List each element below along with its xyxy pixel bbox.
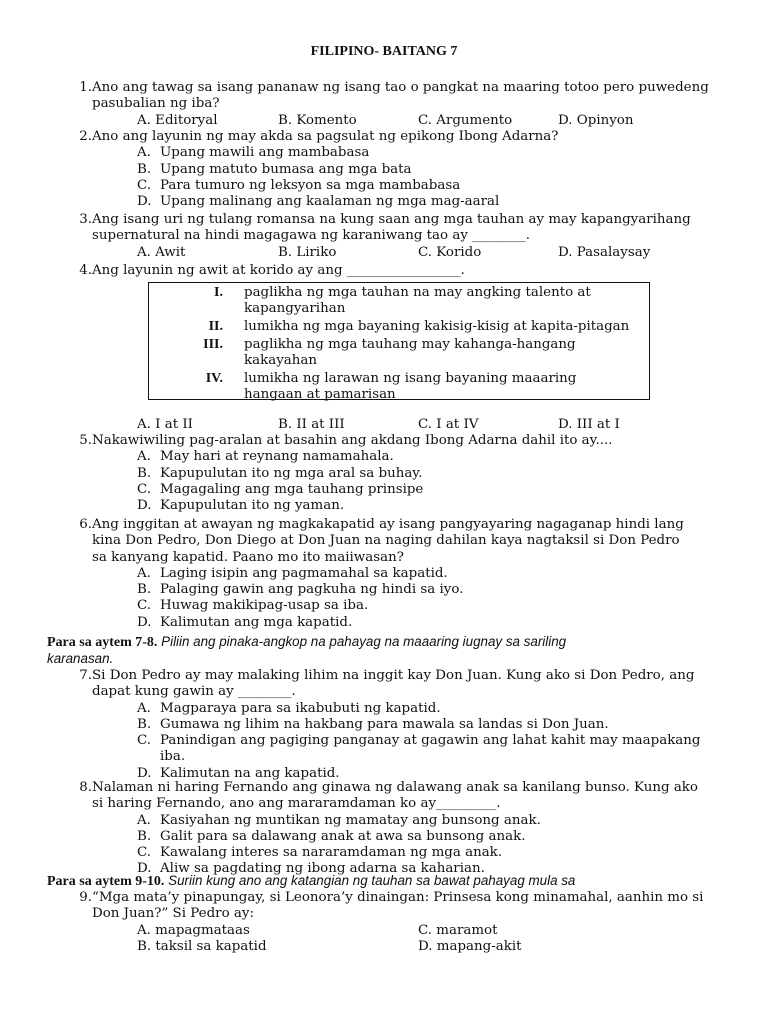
option-b: B. taksil sa kapatid xyxy=(137,938,267,954)
option-text: Upang malinang ang kaalaman ng mga mag-aaral xyxy=(160,194,500,210)
options-list xyxy=(137,813,732,878)
option-text: Huwag makikipag-usap sa iba. xyxy=(160,598,369,614)
options-list xyxy=(137,701,732,782)
option-letter: B. xyxy=(137,582,152,598)
options-list xyxy=(137,145,732,210)
option-c: C. maramot xyxy=(418,922,498,938)
box-item-text: paglikha ng mga tauhan na may angking talento at kapangyarihan xyxy=(244,285,591,317)
question-2 xyxy=(72,129,732,210)
option-letter: C. xyxy=(137,598,152,614)
option-text: Gumawa ng lihim na hakbang para mawala sa landas si Don Juan. xyxy=(160,716,609,732)
option-text: Magparaya para sa ikabubuti ng kapatid. xyxy=(160,700,441,716)
option-letter: C. xyxy=(137,845,152,861)
choices-box xyxy=(148,282,650,403)
question-text: Ang inggitan at awayan ng magkakapatid ay isang pangyayaring nagaganap hindi lang kina Don Pedro, Don Diego at Don Juan na naging dahilan kaya nagtaksil si Don Pedro sa kanyang kapatid. Paano mo ito maiiwasan? xyxy=(92,517,684,565)
option-letter: A. xyxy=(137,449,151,465)
question-5 xyxy=(72,433,732,514)
question-text: “Mga mata’y pinapungay, si Leonora’y dinaingan: Prinsesa kong minamahal, aanhin mo si Don Juan?” Si Pedro ay: xyxy=(92,890,704,922)
instruction-text: Piliin ang pinaka-angkop na pahayag na maaaring iugnay sa sariling xyxy=(161,634,567,649)
box-item-text: paglikha ng mga tauhang may kahanga-hangang kakayahan xyxy=(244,337,576,369)
question-text: Ano ang tawag sa isang pananaw ng isang tao o pangkat na maaring totoo pero puwedeng pasubalian ng iba? xyxy=(92,80,709,112)
option-letter: A. xyxy=(137,145,151,161)
box-item-text: lumikha ng larawan ng isang bayaning maaaring hangaan at pamarisan xyxy=(244,371,577,403)
options-list xyxy=(137,566,732,631)
instruction-label: Para sa aytem 9-10. xyxy=(47,874,165,889)
option-text: Upang matuto bumasa ang mga bata xyxy=(160,161,412,177)
option-c xyxy=(137,482,732,498)
option-c: C. Argumento xyxy=(418,112,513,128)
option-a xyxy=(137,449,732,465)
option-d: D. Opinyon xyxy=(558,112,634,128)
question-6 xyxy=(72,517,732,631)
option-a xyxy=(137,813,732,829)
question-number: 3. xyxy=(79,212,92,227)
question-number: 4. xyxy=(79,263,92,278)
options-row xyxy=(72,939,732,955)
option-letter: C. xyxy=(137,177,152,193)
option-d: D. III at I xyxy=(558,417,620,432)
question-text: Ang isang uri ng tulang romansa na kung saan ang mga tauhan ay may kapangyarihang supernatural na hindi magagawa ng karaniwang tao ay ________. xyxy=(92,212,691,244)
option-b xyxy=(137,829,732,845)
question-9 xyxy=(72,890,732,955)
option-text: Panindigan ang pagiging panganay at gagawin ang lahat kahit may maapakang iba. xyxy=(160,733,701,765)
option-letter: D. xyxy=(137,498,152,514)
option-a: A. mapagmataas xyxy=(137,922,250,938)
instruction-9-10 xyxy=(47,873,747,890)
options-list xyxy=(137,449,732,514)
question-text: Nalaman ni haring Fernando ang ginawa ng dalawang anak sa kanilang bunso. Kung ako si haring Fernando, ano ang mararamdaman ko ay_________. xyxy=(92,780,698,812)
option-letter: B. xyxy=(137,828,152,844)
option-a: A. Editoryal xyxy=(137,112,218,128)
option-a xyxy=(137,566,732,582)
option-text: Laging isipin ang pagmamahal sa kapatid. xyxy=(160,565,448,581)
option-text: Kalimutan ang mga kapatid. xyxy=(160,614,353,630)
option-c xyxy=(137,178,732,194)
instruction-label: Para sa aytem 7-8. xyxy=(47,635,158,650)
option-letter: B. xyxy=(137,161,152,177)
option-d: D. Pasalaysay xyxy=(558,244,651,260)
option-letter: A. xyxy=(137,812,151,828)
option-d xyxy=(137,194,732,210)
option-d xyxy=(137,498,732,514)
option-b: B. Komento xyxy=(278,112,357,128)
question-number: 6. xyxy=(79,517,92,532)
option-letter: D. xyxy=(137,861,152,877)
option-a xyxy=(137,145,732,161)
option-letter: A. xyxy=(137,700,151,716)
option-c: C. I at IV xyxy=(418,417,479,432)
option-letter: D. xyxy=(137,765,152,781)
page-title: FILIPINO- BAITANG 7 xyxy=(310,44,458,59)
options-row xyxy=(72,923,732,939)
question-4-options xyxy=(72,417,732,433)
option-b xyxy=(137,582,732,598)
question-number: 5. xyxy=(79,433,92,448)
option-text: Upang mawili ang mambabasa xyxy=(160,145,370,161)
option-text: Kalimutan na ang kapatid. xyxy=(160,765,340,781)
question-1 xyxy=(72,80,732,129)
options-row xyxy=(72,417,732,433)
option-text: Aliw sa pagdating ng ibong adarna sa kaharian. xyxy=(160,861,485,877)
option-text: Kawalang interes sa nararamdaman ng mga anak. xyxy=(160,845,503,861)
question-number: 7. xyxy=(79,668,92,683)
question-3 xyxy=(72,212,732,261)
roman-numeral: II. xyxy=(208,319,223,334)
question-text: Si Don Pedro ay may malaking lihim na inggit kay Don Juan. Kung ako si Don Pedro, ang dapat kung gawin ay ________. xyxy=(92,668,695,700)
option-text: Magagaling ang mga tauhang prinsipe xyxy=(160,481,424,497)
option-d xyxy=(137,615,732,631)
option-a xyxy=(137,701,732,717)
option-c xyxy=(137,845,732,861)
box-item-text: lumikha ng mga bayaning kakisig-kisig at kapita-pitagan xyxy=(244,319,630,334)
option-text: Para tumuro ng leksyon sa mga mambabasa xyxy=(160,177,461,193)
roman-numeral: III. xyxy=(203,337,223,352)
question-number: 9. xyxy=(79,890,92,905)
question-number: 8. xyxy=(79,780,92,795)
roman-numeral: IV. xyxy=(205,371,223,386)
option-c: C. Korido xyxy=(418,244,482,260)
instruction-text: Suriin kung ano ang katangian ng tauhan sa bawat pahayag mula sa xyxy=(168,873,576,888)
question-4 xyxy=(72,263,732,279)
question-7 xyxy=(72,668,732,782)
question-number: 1. xyxy=(79,80,92,95)
option-text: Galit para sa dalawang anak at awa sa bunsong anak. xyxy=(160,828,526,844)
option-letter: B. xyxy=(137,716,152,732)
question-text: Ano ang layunin ng may akda sa pagsulat ng epikong Ibong Adarna? xyxy=(92,129,559,144)
question-8 xyxy=(72,780,732,878)
option-b: B. II at III xyxy=(278,417,345,432)
instruction-text-cont: karanasan. xyxy=(47,651,114,667)
options-row xyxy=(72,245,732,261)
roman-numeral: I. xyxy=(214,285,223,300)
option-b: B. Liriko xyxy=(278,244,337,260)
option-b xyxy=(137,162,732,178)
option-letter: D. xyxy=(137,614,152,630)
option-text: Kasiyahan ng muntikan ng mamatay ang bunsong anak. xyxy=(160,812,541,828)
question-number: 2. xyxy=(79,129,92,144)
option-a: A. Awit xyxy=(137,244,186,260)
option-letter: A. xyxy=(137,565,151,581)
question-text: Nakawiwiling pag-aralan at basahin ang akdang Ibong Adarna dahil ito ay.... xyxy=(92,433,613,448)
option-text: Kapupulutan ito ng yaman. xyxy=(160,498,345,514)
option-letter: B. xyxy=(137,465,152,481)
option-text: Palaging gawin ang pagkuha ng hindi sa iyo. xyxy=(160,582,464,598)
question-text: Ang layunin ng awit at korido ay ang _________________. xyxy=(92,263,465,278)
instruction-7-8 xyxy=(47,634,747,668)
option-c xyxy=(137,598,732,614)
option-text: Kapupulutan ito ng mga aral sa buhay. xyxy=(160,465,423,481)
option-b xyxy=(137,466,732,482)
option-text: May hari at reynang namamahala. xyxy=(160,449,394,465)
option-a: A. I at II xyxy=(137,417,193,432)
option-d: D. mapang-akit xyxy=(418,938,522,954)
option-b xyxy=(137,717,732,733)
option-letter: C. xyxy=(137,481,152,497)
options-row xyxy=(72,113,732,129)
option-c xyxy=(137,733,732,766)
option-letter: D. xyxy=(137,194,152,210)
option-letter: C. xyxy=(137,733,152,749)
